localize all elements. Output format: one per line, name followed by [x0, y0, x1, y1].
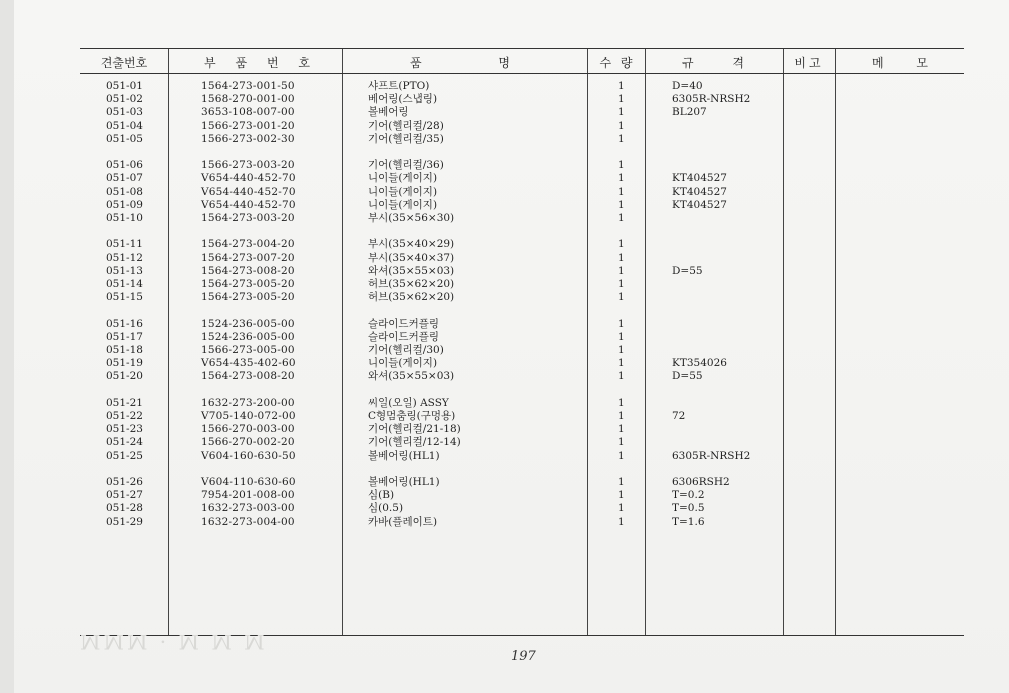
cell-ref-no: 051-02 [106, 93, 143, 106]
table-row [80, 344, 964, 357]
cell-part-name: 카바(플레이트) [368, 515, 438, 528]
cell-ref-no: 051-25 [106, 449, 143, 462]
cell-ref-no: 051-28 [106, 502, 143, 515]
table-row [80, 291, 964, 304]
cell-part-no: 1564-273-007-20 [201, 251, 295, 264]
cell-qty: 1 [618, 436, 625, 449]
cell-part-no: V705-140-072-00 [201, 410, 296, 422]
table-row [80, 450, 964, 463]
cell-part-no: 1566-270-003-00 [201, 423, 295, 436]
cell-ref-no: 051-23 [106, 423, 143, 436]
cell-part-name: 심(B) [368, 489, 395, 502]
cell-spec: T=0.5 [672, 502, 705, 515]
cell-spec: T=0.2 [672, 489, 705, 502]
cell-part-no: 1566-273-002-30 [201, 132, 295, 145]
cell-qty: 1 [618, 410, 625, 422]
cell-part-name: 베어링(스냅링) [368, 93, 438, 106]
cell-part-no: 1566-273-005-00 [201, 344, 295, 356]
cell-part-name: 슬라이드커플링 [368, 330, 440, 343]
cell-part-no: 1564-273-005-20 [201, 278, 295, 290]
table-row [80, 212, 964, 225]
cell-part-no: 1524-236-005-00 [201, 330, 295, 343]
cell-qty: 1 [618, 198, 625, 211]
cell-part-name: 니이들(게이지) [368, 185, 438, 198]
cell-part-no: V604-160-630-50 [201, 449, 296, 462]
cell-ref-no: 051-05 [106, 132, 143, 145]
table-row [80, 278, 964, 291]
cell-ref-no: 051-08 [106, 185, 143, 198]
header-remark: 비고 [794, 55, 824, 70]
cell-part-name: 씨일(오일) ASSY [368, 396, 449, 409]
cell-qty: 1 [618, 423, 625, 436]
cell-ref-no: 051-03 [106, 106, 143, 119]
cell-ref-no: 051-19 [106, 357, 143, 370]
cell-qty: 1 [618, 93, 625, 106]
header-memo: 메 모 [872, 55, 928, 70]
cell-spec: 6306RSH2 [672, 476, 730, 488]
header-part-no: 부 품 번 호 [204, 55, 310, 70]
cell-spec: D=40 [672, 80, 703, 92]
cell-ref-no: 051-27 [106, 489, 143, 502]
cell-part-name: 볼베어링 [368, 106, 409, 119]
cell-part-no: 1564-273-008-20 [201, 370, 295, 383]
table-row [80, 106, 964, 119]
cell-part-name: 니이들(게이지) [368, 198, 438, 211]
table-row [80, 476, 964, 489]
scan-edge [0, 0, 14, 693]
cell-qty: 1 [618, 476, 625, 488]
table-row [80, 120, 964, 133]
table-row [80, 93, 964, 106]
cell-part-name: 심(0.5) [368, 502, 404, 515]
cell-spec: T=1.6 [672, 515, 705, 528]
cell-part-no: V654-440-452-70 [201, 185, 296, 198]
cell-part-no: 1632-273-003-00 [201, 502, 295, 515]
cell-spec: 6305R-NRSH2 [672, 93, 751, 106]
cell-ref-no: 051-16 [106, 317, 143, 330]
header-no: 견출번호 [100, 55, 148, 70]
cell-part-name: 기어(헬리컬/21-18) [368, 423, 461, 436]
cell-part-name: 기어(헬리컬/36) [368, 159, 444, 172]
cell-qty: 1 [618, 185, 625, 198]
cell-part-name: 볼베어링(HL1) [368, 476, 440, 488]
cell-ref-no: 051-26 [106, 476, 143, 488]
cell-part-no: 1566-273-001-20 [201, 119, 295, 132]
table-row [80, 199, 964, 212]
header-spec: 규 격 [682, 55, 744, 70]
cell-qty: 1 [618, 159, 625, 172]
cell-ref-no: 051-21 [106, 396, 143, 409]
cell-qty: 1 [618, 106, 625, 119]
cell-ref-no: 051-09 [106, 198, 143, 211]
table-row [80, 502, 964, 515]
cell-part-no: 1566-270-002-20 [201, 436, 295, 449]
table-row [80, 357, 964, 370]
cell-spec: BL207 [672, 106, 707, 119]
cell-ref-no: 051-20 [106, 370, 143, 383]
cell-part-name: 볼베어링(HL1) [368, 449, 440, 462]
cell-qty: 1 [618, 264, 625, 277]
cell-part-no: 1564-273-001-50 [201, 80, 295, 92]
cell-qty: 1 [618, 502, 625, 515]
cell-qty: 1 [618, 278, 625, 290]
cell-spec: KT354026 [672, 357, 727, 370]
cell-qty: 1 [618, 489, 625, 502]
cell-ref-no: 051-29 [106, 515, 143, 528]
cell-qty: 1 [618, 238, 625, 251]
cell-qty: 1 [618, 370, 625, 383]
cell-ref-no: 051-01 [106, 80, 143, 92]
cell-ref-no: 051-24 [106, 436, 143, 449]
table-row [80, 423, 964, 436]
cell-qty: 1 [618, 80, 625, 92]
cell-part-name: 슬라이드커플링 [368, 317, 440, 330]
table-row [80, 318, 964, 331]
cell-ref-no: 051-14 [106, 278, 143, 290]
cell-part-name: 기어(헬리컬/35) [368, 132, 444, 145]
table-row [80, 436, 964, 449]
cell-part-no: 1524-236-005-00 [201, 317, 295, 330]
cell-qty: 1 [618, 172, 625, 185]
table-row [80, 238, 964, 251]
cell-ref-no: 051-06 [106, 159, 143, 172]
cell-part-no: V654-435-402-60 [201, 357, 296, 370]
cell-part-name: 샤프트(PTO) [368, 80, 430, 92]
cell-ref-no: 051-07 [106, 172, 143, 185]
cell-ref-no: 051-04 [106, 119, 143, 132]
table-row [80, 397, 964, 410]
header-qty: 수 량 [599, 55, 633, 70]
cell-ref-no: 051-22 [106, 410, 143, 422]
table-row [80, 252, 964, 265]
cell-spec: 72 [672, 410, 686, 422]
cell-part-no: 1568-270-001-00 [201, 93, 295, 106]
table-row [80, 80, 964, 93]
cell-qty: 1 [618, 317, 625, 330]
cell-part-no: 7954-201-008-00 [201, 489, 295, 502]
cell-part-no: 1564-273-004-20 [201, 238, 295, 251]
cell-qty: 1 [618, 291, 625, 304]
cell-part-name: 기어(헬리컬/12-14) [368, 436, 461, 449]
cell-ref-no: 051-10 [106, 212, 143, 224]
cell-part-name: 와셔(35×55×03) [368, 264, 455, 277]
cell-part-no: 1566-273-003-20 [201, 159, 295, 172]
cell-qty: 1 [618, 344, 625, 356]
cell-spec: KT404527 [672, 198, 727, 211]
cell-part-no: 1564-273-003-20 [201, 212, 295, 224]
header-rule [80, 73, 964, 74]
cell-ref-no: 051-12 [106, 251, 143, 264]
cell-spec: KT404527 [672, 172, 727, 185]
cell-qty: 1 [618, 132, 625, 145]
table-row [80, 186, 964, 199]
table-row [80, 370, 964, 383]
cell-spec: D=55 [672, 370, 703, 383]
cell-part-name: 와셔(35×55×03) [368, 370, 455, 383]
page-number: 197 [511, 649, 536, 664]
cell-part-name: 기어(헬리컬/28) [368, 119, 444, 132]
cell-part-no: V604-110-630-60 [201, 476, 296, 488]
table-row [80, 331, 964, 344]
cell-qty: 1 [618, 357, 625, 370]
bleed-through-text: MMM · M M M [80, 630, 268, 654]
cell-part-no: 1632-273-004-00 [201, 515, 295, 528]
cell-part-no: 1564-273-008-20 [201, 264, 295, 277]
cell-part-no: 1632-273-200-00 [201, 396, 295, 409]
cell-qty: 1 [618, 212, 625, 224]
cell-qty: 1 [618, 515, 625, 528]
cell-part-name: 니이들(게이지) [368, 357, 438, 370]
cell-spec: D=55 [672, 264, 703, 277]
cell-part-name: 니이들(게이지) [368, 172, 438, 185]
cell-part-name: 허브(35×62×20) [368, 278, 455, 290]
header-name: 품 명 [410, 55, 510, 70]
parts-table [80, 48, 964, 636]
cell-part-no: V654-440-452-70 [201, 172, 296, 185]
table-row [80, 133, 964, 146]
cell-spec: KT404527 [672, 185, 727, 198]
cell-part-name: 부시(35×40×29) [368, 238, 455, 251]
cell-part-name: 부시(35×56×30) [368, 212, 455, 224]
cell-qty: 1 [618, 396, 625, 409]
cell-qty: 1 [618, 251, 625, 264]
cell-spec: 6305R-NRSH2 [672, 449, 751, 462]
cell-ref-no: 051-11 [106, 238, 143, 251]
cell-part-name: 기어(헬리컬/30) [368, 344, 444, 356]
cell-part-no: V654-440-452-70 [201, 198, 296, 211]
table-row [80, 172, 964, 185]
cell-ref-no: 051-18 [106, 344, 143, 356]
cell-qty: 1 [618, 119, 625, 132]
table-row [80, 489, 964, 502]
cell-part-name: 부시(35×40×37) [368, 251, 455, 264]
cell-ref-no: 051-13 [106, 264, 143, 277]
table-row [80, 516, 964, 529]
cell-part-no: 3653-108-007-00 [201, 106, 295, 119]
cell-part-name: C형멈춤링(구멍용) [368, 410, 456, 422]
table-row [80, 410, 964, 423]
cell-part-name: 허브(35×62×20) [368, 291, 455, 304]
cell-part-no: 1564-273-005-20 [201, 291, 295, 304]
cell-qty: 1 [618, 330, 625, 343]
table-row [80, 265, 964, 278]
cell-ref-no: 051-17 [106, 330, 143, 343]
cell-qty: 1 [618, 449, 625, 462]
table-row [80, 159, 964, 172]
cell-ref-no: 051-15 [106, 291, 143, 304]
